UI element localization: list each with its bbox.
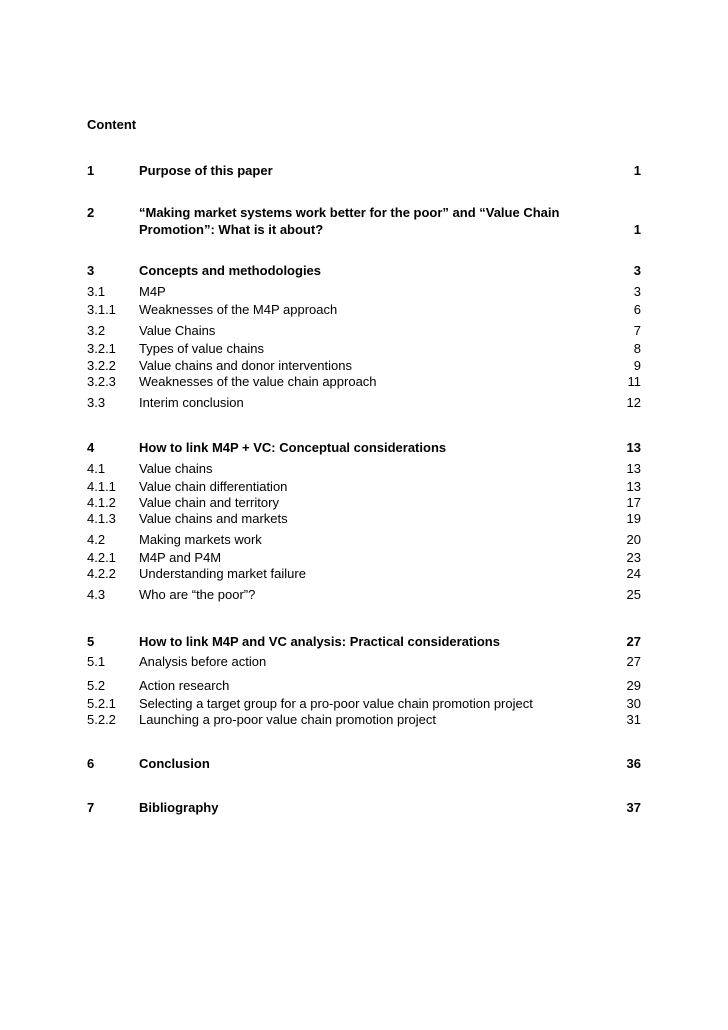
toc-entry-3-2-3[interactable] bbox=[87, 373, 641, 390]
toc-entry-5-2-1[interactable] bbox=[87, 695, 641, 712]
entry-page: 20 bbox=[626, 532, 641, 547]
entry-number: 1 bbox=[87, 163, 95, 178]
entry-page: 30 bbox=[626, 696, 641, 711]
entry-number: 3.1.1 bbox=[87, 302, 116, 317]
toc-entry-4-1-2[interactable] bbox=[87, 494, 641, 511]
entry-title: M4P and P4M bbox=[139, 550, 222, 565]
entry-number: 4.1.1 bbox=[87, 479, 116, 494]
toc-entry-4-3[interactable] bbox=[87, 586, 641, 603]
entry-title: Making markets work bbox=[139, 532, 262, 547]
entry-page: 1 bbox=[633, 222, 641, 237]
entry-title: Value chains and markets bbox=[139, 511, 288, 526]
entry-number: 3.1 bbox=[87, 284, 106, 299]
entry-title: How to link M4P + VC: Conceptual considerations bbox=[139, 440, 447, 455]
entry-number: 7 bbox=[87, 800, 95, 815]
entry-title: Interim conclusion bbox=[139, 395, 244, 410]
entry-number: 5.2.2 bbox=[87, 712, 116, 727]
entry-number: 5 bbox=[87, 634, 95, 649]
entry-title: Who are “the poor”? bbox=[139, 587, 256, 602]
entry-title: Weaknesses of the M4P approach bbox=[139, 302, 338, 317]
entry-page: 25 bbox=[626, 587, 641, 602]
toc-entry-6[interactable] bbox=[87, 755, 641, 772]
entry-title: How to link M4P and VC analysis: Practical considerations bbox=[139, 634, 500, 649]
toc-entry-4-1-3[interactable] bbox=[87, 510, 641, 527]
entry-page: 13 bbox=[626, 440, 641, 455]
entry-number: 5.2 bbox=[87, 678, 106, 693]
entry-title: M4P bbox=[139, 284, 166, 299]
entry-number: 3.2.2 bbox=[87, 358, 116, 373]
toc-entry-7[interactable] bbox=[87, 799, 641, 816]
entry-number: 3.2 bbox=[87, 323, 106, 338]
toc-entry-3-1-1[interactable] bbox=[87, 301, 641, 318]
entry-title: Types of value chains bbox=[139, 341, 265, 356]
entry-number: 3 bbox=[87, 263, 95, 278]
entry-number: 5.1 bbox=[87, 654, 106, 669]
entry-title: Weaknesses of the value chain approach bbox=[139, 374, 377, 389]
entry-title: Understanding market failure bbox=[139, 566, 306, 581]
entry-page: 31 bbox=[626, 712, 641, 727]
entry-page: 9 bbox=[633, 358, 641, 373]
entry-page: 11 bbox=[627, 374, 641, 389]
entry-title: Value Chains bbox=[139, 323, 216, 338]
toc-entry-5[interactable] bbox=[87, 633, 641, 650]
entry-number: 4.1.3 bbox=[87, 511, 116, 526]
entry-page: 13 bbox=[626, 461, 641, 476]
toc-entry-4-1[interactable] bbox=[87, 460, 641, 477]
entry-number: 3.2.1 bbox=[87, 341, 116, 356]
entry-number: 4.2.2 bbox=[87, 566, 116, 581]
entry-number: 5.2.1 bbox=[87, 696, 116, 711]
entry-page: 24 bbox=[626, 566, 641, 581]
entry-title: Value chain differentiation bbox=[139, 479, 288, 494]
toc-entry-5-1[interactable] bbox=[87, 653, 641, 670]
entry-number: 4 bbox=[87, 440, 95, 455]
entry-title: Launching a pro-poor value chain promotion project bbox=[139, 712, 437, 727]
entry-title: Analysis before action bbox=[139, 654, 267, 669]
toc-entry-4[interactable] bbox=[87, 439, 641, 456]
entry-number: 4.3 bbox=[87, 587, 106, 602]
entry-page: 19 bbox=[626, 511, 641, 526]
toc-entry-3-2-1[interactable] bbox=[87, 340, 641, 357]
toc-entry-5-2-2[interactable] bbox=[87, 711, 641, 728]
toc-entry-3-2-2[interactable] bbox=[87, 357, 641, 374]
entry-number: 4.1 bbox=[87, 461, 106, 476]
entry-title: Value chain and territory bbox=[139, 495, 279, 510]
toc-entry-3[interactable] bbox=[87, 262, 641, 279]
entry-page: 6 bbox=[633, 302, 641, 317]
toc-entry-3-3[interactable] bbox=[87, 394, 641, 411]
entry-number: 4.2.1 bbox=[87, 550, 116, 565]
toc-entry-2[interactable] bbox=[87, 204, 641, 238]
toc-entry-1[interactable] bbox=[87, 162, 641, 179]
entry-title: Bibliography bbox=[139, 800, 219, 815]
entry-title: Purpose of this paper bbox=[139, 163, 273, 178]
entry-page: 17 bbox=[626, 495, 641, 510]
entry-page: 12 bbox=[626, 395, 641, 410]
entry-number: 2 bbox=[87, 205, 95, 220]
toc-entry-4-1-1[interactable] bbox=[87, 478, 641, 495]
entry-number: 3.2.3 bbox=[87, 374, 116, 389]
toc-entry-3-2[interactable] bbox=[87, 322, 641, 339]
entry-title: Selecting a target group for a pro-poor value chain promotion project bbox=[139, 696, 533, 711]
entry-title: Value chains and donor interventions bbox=[139, 358, 352, 373]
entry-number: 3.3 bbox=[87, 395, 106, 410]
entry-page: 1 bbox=[633, 163, 641, 178]
entry-page: 36 bbox=[626, 756, 641, 771]
entry-page: 7 bbox=[633, 323, 641, 338]
entry-page: 8 bbox=[633, 341, 641, 356]
entry-page: 27 bbox=[626, 654, 641, 669]
entry-page: 27 bbox=[626, 634, 641, 649]
entry-page: 13 bbox=[626, 479, 641, 494]
entry-page: 3 bbox=[633, 263, 641, 278]
entry-title: Concepts and methodologies bbox=[139, 263, 322, 278]
entry-page: 29 bbox=[626, 678, 641, 693]
entry-number: 4.1.2 bbox=[87, 495, 116, 510]
toc-heading: Content bbox=[87, 117, 137, 132]
toc-entry-4-2-2[interactable] bbox=[87, 565, 641, 582]
toc-entry-4-2[interactable] bbox=[87, 531, 641, 548]
toc-entry-3-1[interactable] bbox=[87, 283, 641, 300]
entry-title: Conclusion bbox=[139, 756, 210, 771]
entry-title: “Making market systems work better for the poor” and “Value Chain Promotion”: What is it about? bbox=[139, 205, 560, 237]
entry-title: Value chains bbox=[139, 461, 213, 476]
entry-page: 23 bbox=[626, 550, 641, 565]
entry-page: 3 bbox=[633, 284, 641, 299]
entry-title: Action research bbox=[139, 678, 230, 693]
entry-number: 6 bbox=[87, 756, 95, 771]
entry-page: 37 bbox=[626, 800, 641, 815]
toc-entry-4-2-1[interactable] bbox=[87, 549, 641, 566]
entry-number: 4.2 bbox=[87, 532, 106, 547]
toc-entry-5-2[interactable] bbox=[87, 677, 641, 694]
